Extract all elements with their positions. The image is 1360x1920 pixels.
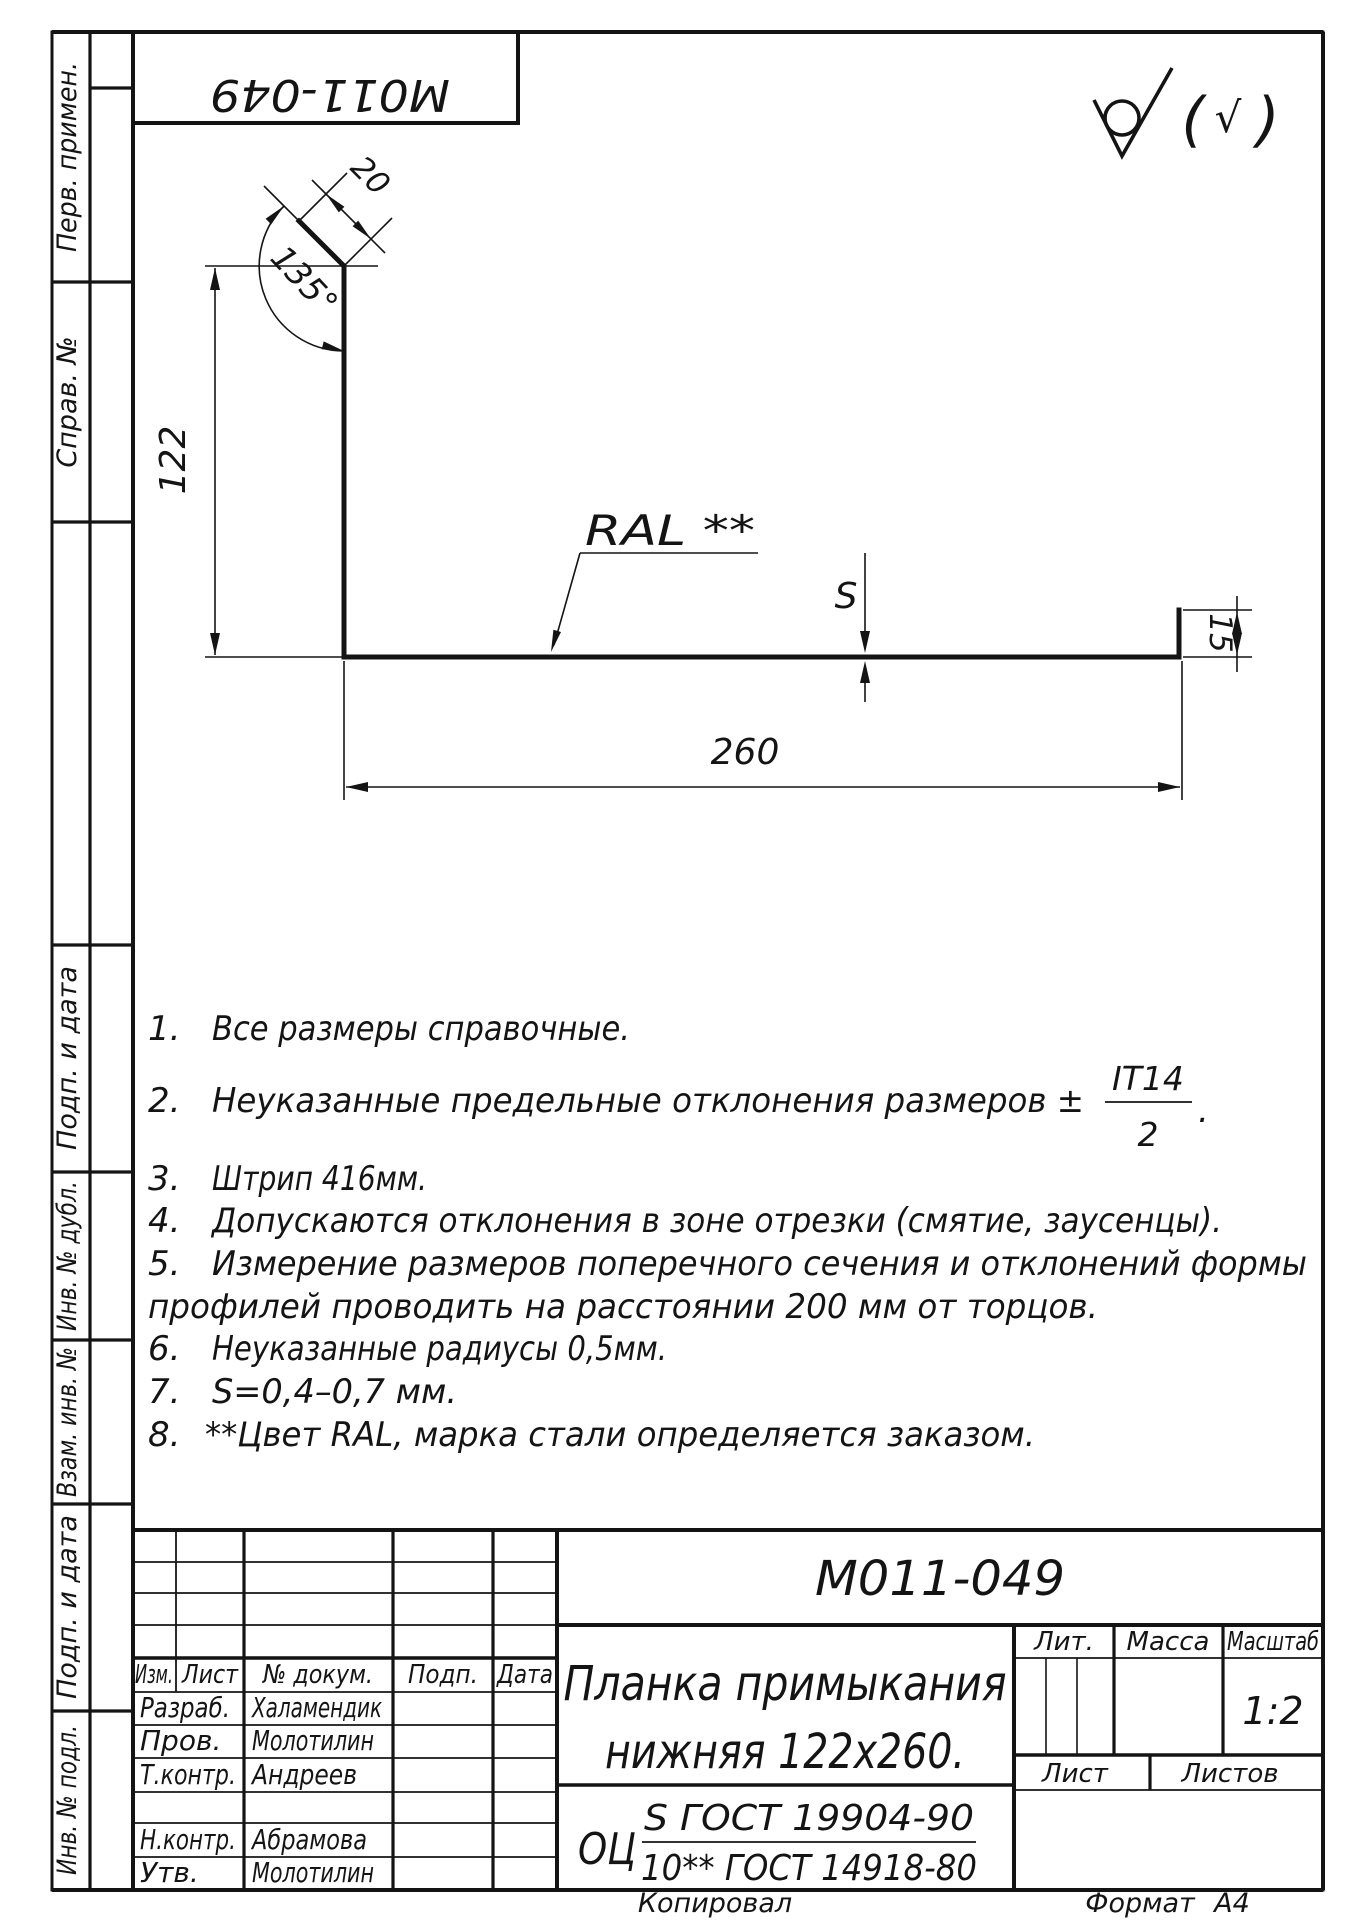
note-4-num: 4. <box>148 1201 181 1241</box>
top-code-box <box>133 32 518 123</box>
note-6-num: 6. <box>148 1329 181 1369</box>
note-6-text: Неуказанные радиусы 0,5мм. <box>212 1329 667 1369</box>
dim-angle-value: 135° <box>263 237 346 323</box>
dim-width-value: 260 <box>710 732 780 773</box>
staff-role: Н.контр. <box>140 1823 236 1856</box>
surface-finish-icon <box>1094 68 1172 156</box>
material-denominator: 10** ГОСТ 14918-80 <box>641 1848 977 1889</box>
profile-outline <box>299 221 1179 657</box>
header-masshtab: Масштаб <box>1227 1627 1319 1657</box>
margin-label-perv-primen: Перв. примен. <box>52 49 83 252</box>
top-code-text: М011-049 <box>210 69 450 120</box>
margin-label-podp-data-1: Подп. и дата <box>52 966 83 1150</box>
note-5-text: Измерение размеров поперечного сечения и отклонений формы <box>212 1244 1307 1284</box>
note-2-fraction-numerator: IT14 <box>1112 1059 1184 1098</box>
staff-row-razrab <box>140 1691 382 1724</box>
note-1 <box>148 1009 630 1049</box>
material-numerator: S ГОСТ 19904-90 <box>644 1798 974 1839</box>
dim-thickness-value: S <box>834 576 858 617</box>
margin-label-sprav-no: Справ. № <box>52 336 83 468</box>
staff-row-nkontr <box>140 1823 367 1856</box>
note-2-tail: . <box>1198 1091 1209 1131</box>
note-2-fraction-denominator: 2 <box>1137 1115 1159 1154</box>
margin-label-vzam-inv: Взам. инв. № <box>52 1313 83 1497</box>
note-6 <box>148 1329 667 1369</box>
coating-leader <box>551 506 758 652</box>
dim-width <box>344 661 1182 800</box>
material-prefix: ОЦ <box>578 1824 636 1875</box>
part-title-line1: Планка примыкания <box>563 1656 1007 1712</box>
dim-thickness <box>835 553 870 702</box>
staff-name: Молотилин <box>252 1856 374 1889</box>
header-podp: Подп. <box>408 1660 478 1690</box>
header-listov: Листов <box>1181 1759 1279 1789</box>
footer-kopiroval: Копировал <box>637 1888 793 1919</box>
note-3-num: 3. <box>148 1159 181 1199</box>
footer-format-label: Формат <box>1085 1888 1195 1919</box>
material-spec <box>578 1798 977 1889</box>
footer-format-value: А4 <box>1214 1888 1250 1919</box>
staff-role: Пров. <box>140 1724 222 1757</box>
dim-height-value: 122 <box>153 425 194 495</box>
left-margin-column <box>52 32 133 1890</box>
staff-role: Т.контр. <box>140 1758 236 1791</box>
dim-lip <box>1183 596 1252 672</box>
note-1-num: 1. <box>148 1009 181 1049</box>
coating-label: RAL ** <box>585 506 755 555</box>
note-4 <box>148 1201 1222 1241</box>
note-2-text: Неуказанные предельные отклонения размеров ± <box>212 1081 1084 1121</box>
staff-name: Абрамова <box>250 1823 367 1856</box>
header-lit: Лит. <box>1034 1627 1094 1657</box>
footer-strip <box>638 1888 1250 1919</box>
note-5-text2: профилей проводить на расстоянии 200 мм от торцов. <box>148 1287 1098 1327</box>
staff-row-tkontr <box>140 1758 357 1791</box>
note-3 <box>148 1159 427 1199</box>
staff-role: Разраб. <box>140 1691 230 1724</box>
staff-row-utv <box>140 1856 374 1889</box>
note-8 <box>148 1415 1035 1455</box>
note-7-text: S=0,4–0,7 мм. <box>212 1372 457 1412</box>
note-5 <box>148 1244 1307 1327</box>
note-5-num: 5. <box>148 1244 181 1284</box>
staff-name: Молотилин <box>252 1724 374 1757</box>
doc-code: М011-049 <box>815 1551 1065 1607</box>
dim-lip-value: 15 <box>1202 613 1238 653</box>
header-list: Лист <box>181 1660 239 1690</box>
margin-label-inv-podl: Инв. № подл. <box>52 1688 83 1875</box>
staff-row-prov <box>140 1724 374 1757</box>
title-block-content <box>135 1551 1319 1889</box>
header-massa: Масса <box>1126 1627 1210 1657</box>
surface-finish-note <box>1181 85 1279 155</box>
staff-name: Андреев <box>250 1758 357 1791</box>
header-izm: Изм. <box>135 1660 173 1690</box>
note-3-text: Штрип 416мм. <box>212 1159 427 1199</box>
surface-bracket-open: ( <box>1181 85 1205 155</box>
margin-label-podp-data-2: Подп. и дата <box>52 1515 83 1699</box>
margin-label-inv-dubl: Инв. № дубл. <box>52 1146 83 1331</box>
dim-flange-value: 20 <box>343 149 397 203</box>
note-2-num: 2. <box>148 1081 181 1121</box>
surface-bracket-close: ) <box>1256 85 1280 155</box>
surface-check-icon: √ <box>1214 93 1242 142</box>
header-dokum: № докум. <box>261 1660 373 1690</box>
staff-role: Утв. <box>140 1856 199 1889</box>
note-1-text: Все размеры справочные. <box>212 1009 630 1049</box>
note-2 <box>148 1059 1209 1154</box>
scale-value: 1:2 <box>1242 1689 1304 1733</box>
note-7-num: 7. <box>148 1372 181 1412</box>
note-4-text: Допускаются отклонения в зоне отрезки (смятие, заусенцы). <box>210 1201 1222 1241</box>
staff-name: Халамендик <box>250 1691 383 1724</box>
header-list2: Лист <box>1042 1759 1108 1789</box>
notes-block <box>148 1009 1307 1455</box>
note-8-text: **Цвет RAL, марка стали определяется заказом. <box>205 1415 1035 1455</box>
note-7 <box>148 1372 457 1412</box>
header-data: Дата <box>496 1660 553 1690</box>
note-8-num: 8. <box>148 1415 181 1455</box>
part-title-line2: нижняя 122x260. <box>605 1724 965 1780</box>
